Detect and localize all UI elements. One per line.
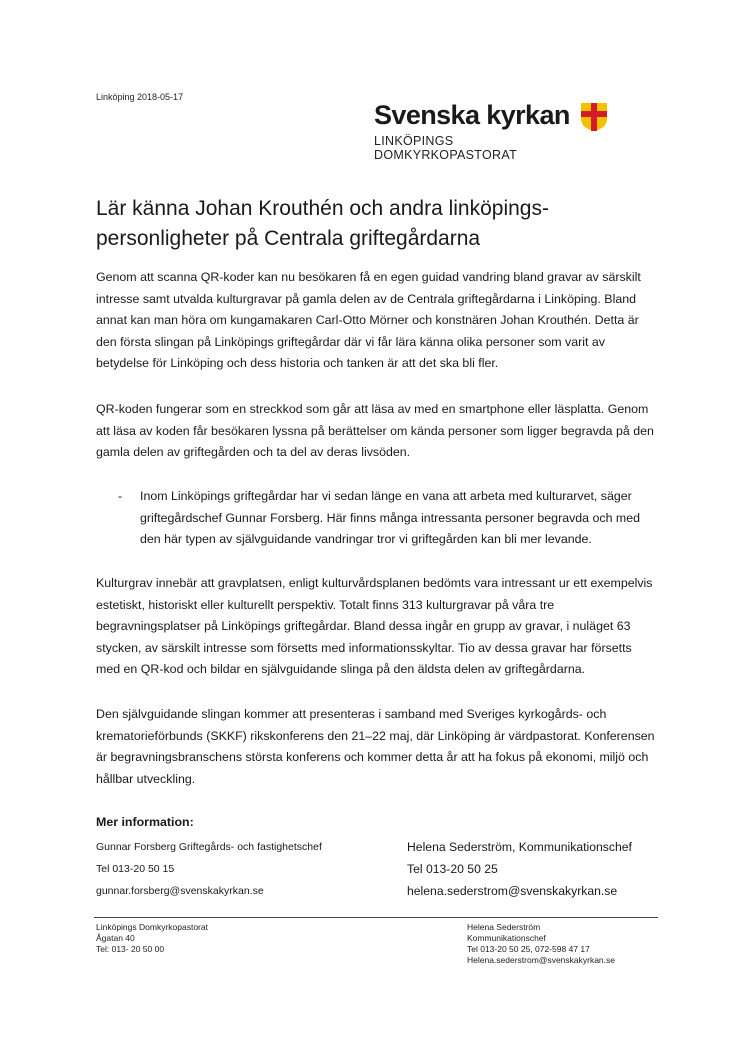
document-date: Linköping 2018-05-17 [96,92,184,102]
paragraph-4: Den självguidande slingan kommer att presenteras i samband med Sveriges kyrkogårds- och krematorieförbunds (SKKF) rikskonferens den 21–22 maj, där Linköping är värdpastorat. Konferensen är begravningsbranschens största konferens och kommer detta år att ha fokus på ekonomi, miljö och hållbar utveckling. [96,707,655,786]
contact-1-tel: Tel 013-20 50 15 [96,863,175,875]
contact-1-name: Gunnar Forsberg Griftegårds- och fastighetschef [96,841,322,853]
contact-2-email[interactable]: helena.sederstrom@svenskakyrkan.se [407,884,618,898]
contact-2-name: Helena Sederström, Kommunikationschef [407,840,632,854]
footer-left [96,922,208,955]
paragraph-2: QR-koden fungerar som en streckkod som går att läsa av med en smartphone eller läsplatta. Genom att läsa av koden får besökaren lyssna på berättelser om kända personer som ligger begravda på den gamla delen av griftegården och ta del av deras livsöden. [96,402,654,460]
page-title: Lär känna Johan Krouthén och andra linköpings-personligheter på Centrala griftegårdarna [96,197,549,250]
more-info-heading: Mer information: [96,815,194,829]
footer-right-line-4[interactable]: Helena.sederstrom@svenskakyrkan.se [467,955,615,965]
logo-subline-1: LINKÖPINGS [374,134,454,148]
contact-2 [407,836,632,902]
svenska-kyrkan-logo [374,100,614,162]
logo-subline-2: DOMKYRKOPASTORAT [374,148,518,162]
contact-1 [96,836,322,902]
paragraph-1: Genom att scanna QR-koder kan nu besökaren få en egen guidad vandring bland gravar av särskilt intresse samt utvalda kulturgravar på gamla delen av de Centrala griftegårdarna i Linköping. Bland annat kan man höra om kungamakaren Carl-Otto Mörner och konstnären Johan Krouthén. Detta är den första slingan på Linköpings griftegårdar där vi får lära känna olika personer som varit av betydelse för Linköping och dess historia och tanken är att det ska bli fler. [96,270,641,371]
paragraph-3: Kulturgrav innebär att gravplatsen, enligt kulturvårdsplanen bedömts vara intressant ur ett exempelvis estetiskt, historiskt eller kulturellt perspektiv. Totalt finns 313 kulturgravar på våra tre begravningsplatser på Linköpings griftegårdar. Bland dessa ingår en grupp av gravar, i nuläget 63 stycken, av särskilt intresse som försetts med informationsskyltar. Tio av dessa gravar har försetts med en QR-kod och bildar en självguidande slinga på den äldsta delen av griftegårdarna. [96,576,653,677]
footer-right-line-2: Kommunikationschef [467,933,546,943]
contact-2-tel: Tel 013-20 50 25 [407,862,498,876]
footer-right-line-1: Helena Sederström [467,922,541,932]
footer-left-line-2: Ågatan 40 [96,933,135,943]
footer-left-line-1: Linköpings Domkyrkopastorat [96,922,208,932]
logo-name: Svenska kyrkan [374,100,570,130]
footer-right [467,922,615,966]
church-cross-emblem-icon [580,102,608,132]
quote-text: Inom Linköpings griftegårdar har vi sedan länge en vana att arbeta med kulturarvet, säger griftegårdschef Gunnar Forsberg. Här finns många intressanta personer begravda och med den här typen av självguidande vandringar tror vi griftegården kan bli mer levande. [140,489,641,547]
footer-divider [94,917,658,918]
footer-right-line-3: Tel 013-20 50 25, 072-598 47 17 [467,944,590,954]
footer-left-line-3: Tel: 013- 20 50 00 [96,944,165,954]
quote-dash: - [118,489,123,503]
contact-1-email[interactable]: gunnar.forsberg@svenskakyrkan.se [96,885,264,897]
